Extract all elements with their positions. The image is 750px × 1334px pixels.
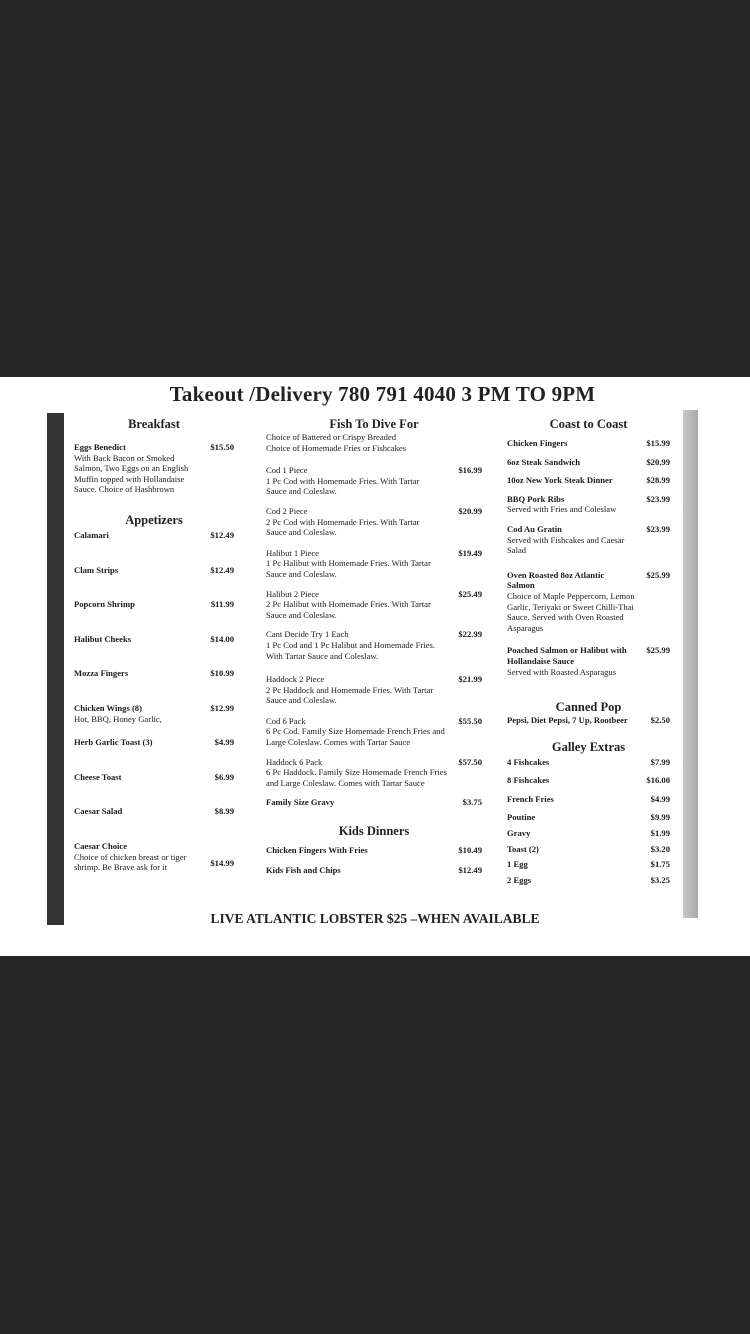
section-heading-breakfast: Breakfast <box>128 417 180 431</box>
section-intro <box>266 432 482 453</box>
item-price: $12.49 <box>458 864 482 875</box>
item-desc: Served with Roasted Asparagus <box>507 666 617 677</box>
item-price: $4.99 <box>650 793 670 804</box>
item-name: French Fries <box>507 793 554 804</box>
item-price: $25.99 <box>646 645 670 656</box>
item-name: Poutine <box>507 812 536 823</box>
item-price: $14.99 <box>210 857 234 868</box>
item-name: Popcorn Shrimp <box>74 599 135 610</box>
menu-photo <box>0 377 750 956</box>
item-desc: 6 Pc Haddock. Family Size Homemade French Fries and Large Coleslaw. Comes with Tartar Sauce <box>266 767 447 788</box>
item-desc: With Back Bacon or Smoked Salmon, Two Eggs on an English Muffin topped with Hollandaise Sauce. Choice of Hashbrown <box>74 452 189 495</box>
item-name: Kids Fish and Chips <box>266 864 341 875</box>
item-name: 4 Fishcakes <box>507 756 550 767</box>
item-price: $57.50 <box>458 756 482 767</box>
item-price: $12.99 <box>210 702 234 713</box>
menu-item <box>507 794 670 805</box>
item-price: $7.99 <box>650 756 670 767</box>
intro-line: Choice of Homemade Fries or Fishcakes <box>266 442 407 453</box>
menu-item <box>74 599 234 610</box>
menu-item <box>507 775 670 786</box>
item-price: $28.99 <box>646 475 670 486</box>
menu-item <box>74 565 234 576</box>
item-name: Cod 6 Pack <box>266 715 306 726</box>
item-desc: Hot, BBQ, Honey Garlic, <box>74 713 162 724</box>
item-name: 1 Egg <box>507 859 528 870</box>
item-name: Pepsi, Diet Pepsi, 7 Up, Rootbeer <box>507 715 628 726</box>
column-coast-extras <box>507 417 670 885</box>
item-price: $4.99 <box>214 737 234 748</box>
item-price: $20.99 <box>458 505 482 516</box>
item-price: $2.50 <box>650 715 670 726</box>
item-name: Clam Strips <box>74 564 119 575</box>
item-name: 2 Eggs <box>507 874 532 885</box>
menu-item <box>266 548 482 580</box>
menu-item <box>507 875 670 886</box>
menu-item <box>507 570 670 634</box>
menu-item <box>507 457 670 468</box>
section-heading-appetizers: Appetizers <box>125 512 183 527</box>
item-desc: Choice of Maple Peppercorn, Lemon Garlic, Teriyaki or Sweet Chilli-Thai Sauce. Served with Oven Roasted Asparagus <box>507 590 635 633</box>
item-price: $23.99 <box>646 523 670 534</box>
item-desc: 2 Pc Haddock and Homemade Fries. With Tartar Sauce and Coleslaw. <box>266 684 434 706</box>
menu-item <box>266 845 482 856</box>
footer-lobster: LIVE ATLANTIC LOBSTER $25 –WHEN AVAILABLE <box>210 911 540 926</box>
item-name: Haddock 2 Piece <box>266 674 325 685</box>
item-name: Herb Garlic Toast (3) <box>74 737 153 748</box>
item-name: 6oz Steak Sandwich <box>507 456 581 467</box>
item-price: $23.99 <box>646 493 670 504</box>
item-name: 8 Fishcakes <box>507 775 550 786</box>
item-price: $21.99 <box>458 674 482 685</box>
item-name: Calamari <box>74 529 109 540</box>
item-name: Caesar Choice <box>74 840 128 851</box>
item-price: $25.99 <box>646 569 670 580</box>
item-name: Oven Roasted 8oz Atlantic Salmon <box>507 569 605 591</box>
item-price: $14.00 <box>210 633 234 644</box>
item-price: $3.25 <box>650 874 670 885</box>
menu-item <box>507 524 670 556</box>
menu-item <box>507 438 670 449</box>
item-name: BBQ Pork Ribs <box>507 493 565 504</box>
menu-item <box>507 475 670 486</box>
column-fish-kids <box>266 417 482 875</box>
menu-item <box>507 757 670 768</box>
page-edge-right <box>683 410 698 918</box>
item-price: $55.50 <box>458 715 482 726</box>
item-name: Toast (2) <box>507 843 539 854</box>
item-desc: Served with Fishcakes and Caesar Salad <box>507 534 625 556</box>
item-name: Haddock 6 Pack <box>266 756 323 767</box>
item-price: $15.99 <box>646 438 670 448</box>
item-name: Poached Salmon or Halibut with Hollandaise Sauce <box>507 645 627 666</box>
item-price: $25.49 <box>458 588 482 599</box>
menu-item <box>266 506 482 538</box>
menu-item <box>74 841 234 873</box>
item-name: Gravy <box>507 828 531 839</box>
item-name: Eggs Benedict <box>74 442 126 452</box>
menu-item <box>266 797 482 808</box>
menu-item <box>266 589 482 621</box>
item-price: $8.99 <box>214 806 234 817</box>
item-name: Cod Au Gratin <box>507 523 562 534</box>
item-name: Chicken Fingers With Fries <box>266 845 368 856</box>
item-name: Caesar Salad <box>74 806 123 817</box>
menu-item <box>266 865 482 876</box>
menu-item <box>74 806 234 817</box>
menu-item <box>507 645 670 677</box>
menu-item <box>266 629 482 661</box>
item-price: $12.49 <box>210 564 234 575</box>
item-price: $16.99 <box>458 465 482 476</box>
item-desc: 1 Pc Cod and 1 Pc Halibut and Homemade Fries. With Tartar Sauce and Coleslaw. <box>266 639 435 661</box>
menu-item <box>266 757 482 789</box>
item-price: $1.75 <box>650 859 670 870</box>
item-price: $6.99 <box>214 771 234 782</box>
menu-item <box>74 634 234 645</box>
page-edge-left <box>47 413 64 925</box>
item-name: Halibut Cheeks <box>74 633 132 644</box>
item-name: Cod 2 Piece <box>266 505 308 516</box>
item-name: Halibut 1 Piece <box>266 547 319 558</box>
section-heading-pop: Canned Pop <box>555 700 622 715</box>
item-name: Cant Decide Try 1 Each <box>266 629 349 640</box>
intro-line: Choice of Battered or Crispy Breaded <box>266 432 397 442</box>
section-heading-fish: Fish To Dive For <box>329 417 419 431</box>
item-name: Cheese Toast <box>74 771 122 782</box>
menu-item <box>266 674 482 706</box>
column-breakfast-appetizers <box>74 417 234 873</box>
item-name: Cod 1 Piece <box>266 465 308 476</box>
item-price: $1.99 <box>650 828 670 839</box>
menu-item <box>266 716 482 748</box>
item-name: Chicken Fingers <box>507 438 568 448</box>
item-desc: Choice of chicken breast or tiger shrimp. Be Brave ask for it <box>74 851 187 873</box>
item-desc: 2 Pc Cod with Homemade Fries. With Tartar Sauce and Coleslaw. <box>266 516 420 538</box>
item-price: $3.75 <box>462 797 482 808</box>
item-price: $11.99 <box>210 599 234 610</box>
section-heading-coast: Coast to Coast <box>549 417 628 431</box>
menu-item <box>74 737 234 748</box>
item-price: $12.49 <box>210 529 234 540</box>
item-price: $16.00 <box>646 775 670 786</box>
menu-item <box>74 772 234 783</box>
menu-item <box>74 442 234 495</box>
item-price: $3.20 <box>650 843 670 854</box>
item-price: $22.99 <box>458 629 482 640</box>
menu-item <box>507 828 670 839</box>
item-desc: 1 Pc Cod with Homemade Fries. With Tartar Sauce and Coleslaw. <box>266 475 420 497</box>
item-name: 10oz New York Steak Dinner <box>507 475 613 486</box>
menu-item <box>507 494 670 515</box>
menu-item <box>74 530 234 541</box>
item-price: $19.49 <box>458 547 482 558</box>
item-price: $20.99 <box>646 456 670 467</box>
menu-item <box>266 465 482 497</box>
menu-item <box>507 859 670 870</box>
item-price: $10.99 <box>210 668 234 679</box>
item-name: Halibut 2 Piece <box>266 588 319 599</box>
item-name: Chicken Wings (8) <box>74 702 142 713</box>
item-price: $15.50 <box>210 442 234 452</box>
item-price: $9.99 <box>650 812 670 823</box>
section-heading-galley: Galley Extras <box>551 739 626 754</box>
menu-item <box>507 812 670 823</box>
item-name: Mozza Fingers <box>74 668 129 679</box>
menu-item <box>507 844 670 855</box>
menu-item <box>74 703 234 724</box>
menu-title: Takeout /Delivery 780 791 4040 3 PM TO 9PM <box>169 382 596 406</box>
menu-item <box>74 668 234 679</box>
item-desc: 6 Pc Cod. Family Size Homemade French Fries and Large Coleslaw. Comes with Tartar Sauce <box>266 726 445 748</box>
item-price: $10.49 <box>458 845 482 856</box>
item-desc: 2 Pc Halibut with Homemade Fries. With Tartar Sauce and Coleslaw. <box>266 599 431 620</box>
item-name: Family Size Gravy <box>266 797 335 808</box>
item-desc: Served with Fries and Coleslaw <box>507 504 617 515</box>
item-desc: 1 Pc Halibut with Homemade Fries. With Tartar Sauce and Coleslaw. <box>266 558 431 579</box>
menu-item <box>507 715 670 726</box>
section-heading-kids: Kids Dinners <box>338 824 410 839</box>
